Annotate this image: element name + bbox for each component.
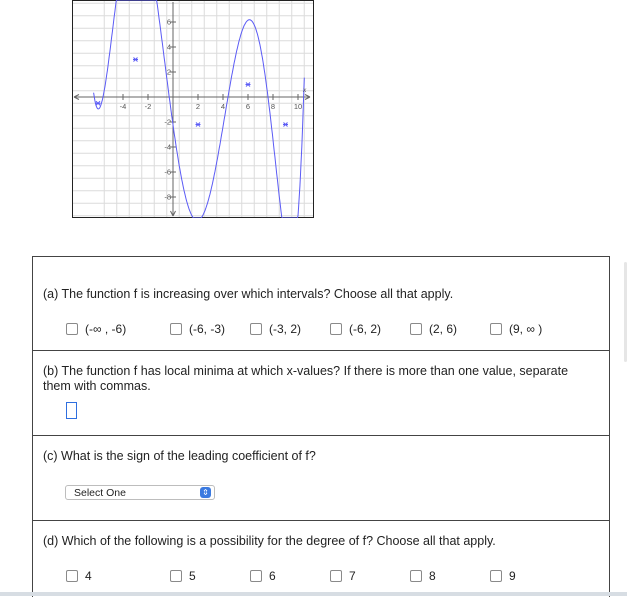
checkbox[interactable] [66, 570, 78, 582]
part-d-option-4[interactable] [330, 569, 356, 583]
part-d-option-2[interactable] [170, 569, 196, 583]
option-label: 5 [189, 569, 196, 583]
part-a-option-6[interactable] [490, 322, 542, 336]
part-d-option-6[interactable] [490, 569, 516, 583]
part-c-panel [32, 435, 610, 521]
option-label: (-∞ , -6) [85, 322, 127, 336]
part-a-option-1[interactable] [66, 322, 126, 336]
x-tick-label: 4 [220, 102, 226, 111]
part-a-option-2[interactable] [170, 322, 225, 336]
part-c-question: (c) What is the sign of the leading coefficient of f? [43, 449, 316, 463]
part-d-option-3[interactable] [250, 569, 276, 583]
option-label: 7 [349, 569, 356, 583]
checkbox[interactable] [250, 323, 262, 335]
y-tick-label: -6 [164, 167, 171, 177]
x-axis-label: x [303, 85, 307, 94]
part-a-option-3[interactable] [250, 322, 301, 336]
checkbox[interactable] [66, 323, 78, 335]
y-tick-label: 6 [166, 17, 171, 27]
option-label: (-3, 2) [269, 322, 302, 336]
option-label: (2, 6) [429, 322, 458, 336]
x-tick-label: 6 [245, 102, 251, 111]
checkbox[interactable] [330, 570, 342, 582]
bottom-divider [0, 592, 627, 596]
option-label: 8 [429, 569, 436, 583]
part-d-panel [32, 520, 610, 597]
part-a-panel [32, 256, 610, 351]
x-tick-label: 10 [293, 102, 303, 111]
graph-frame [73, 1, 314, 218]
y-tick-label: 4 [166, 42, 171, 52]
option-label: 4 [85, 569, 92, 583]
part-b-question: (b) The function f has local minima at which x-values? If there is more than one value, separate them with commas. [43, 364, 569, 393]
x-tick-label: -2 [144, 102, 152, 111]
option-label: 9 [509, 569, 516, 583]
checkbox[interactable] [410, 323, 422, 335]
function-graph [72, 0, 314, 218]
x-tick-label: 8 [270, 102, 276, 111]
checkbox[interactable] [170, 323, 182, 335]
select-value: Select One [74, 487, 126, 499]
part-d-option-5[interactable] [410, 569, 436, 583]
y-tick-label: -2 [164, 117, 171, 127]
option-label: 6 [269, 569, 276, 583]
part-d-option-1[interactable] [66, 569, 92, 583]
x-tick-label: 2 [195, 102, 201, 111]
x-tick-label: -4 [119, 102, 127, 111]
part-a-option-5[interactable] [410, 322, 457, 336]
option-label: (9, ∞ ) [509, 322, 543, 336]
checkbox[interactable] [250, 570, 262, 582]
part-a-option-4[interactable] [330, 322, 381, 336]
part-d-question: (d) Which of the following is a possibility for the degree of f? Choose all that apply. [43, 534, 496, 548]
option-label: (-6, 2) [349, 322, 382, 336]
select-arrows-icon: ⇕ [200, 487, 211, 498]
part-b-panel [32, 350, 610, 436]
leading-coefficient-sign-select[interactable] [65, 485, 215, 500]
checkbox[interactable] [330, 323, 342, 335]
checkbox[interactable] [490, 323, 502, 335]
y-tick-label: -4 [164, 142, 171, 152]
y-tick-label: -8 [164, 192, 171, 202]
option-label: (-6, -3) [189, 322, 225, 336]
checkbox[interactable] [410, 570, 422, 582]
y-tick-label: 2 [166, 67, 171, 77]
part-a-question: (a) The function f is increasing over which intervals? Choose all that apply. [43, 287, 454, 301]
checkbox[interactable] [490, 570, 502, 582]
checkbox[interactable] [170, 570, 182, 582]
local-minima-answer-input[interactable] [66, 402, 77, 419]
